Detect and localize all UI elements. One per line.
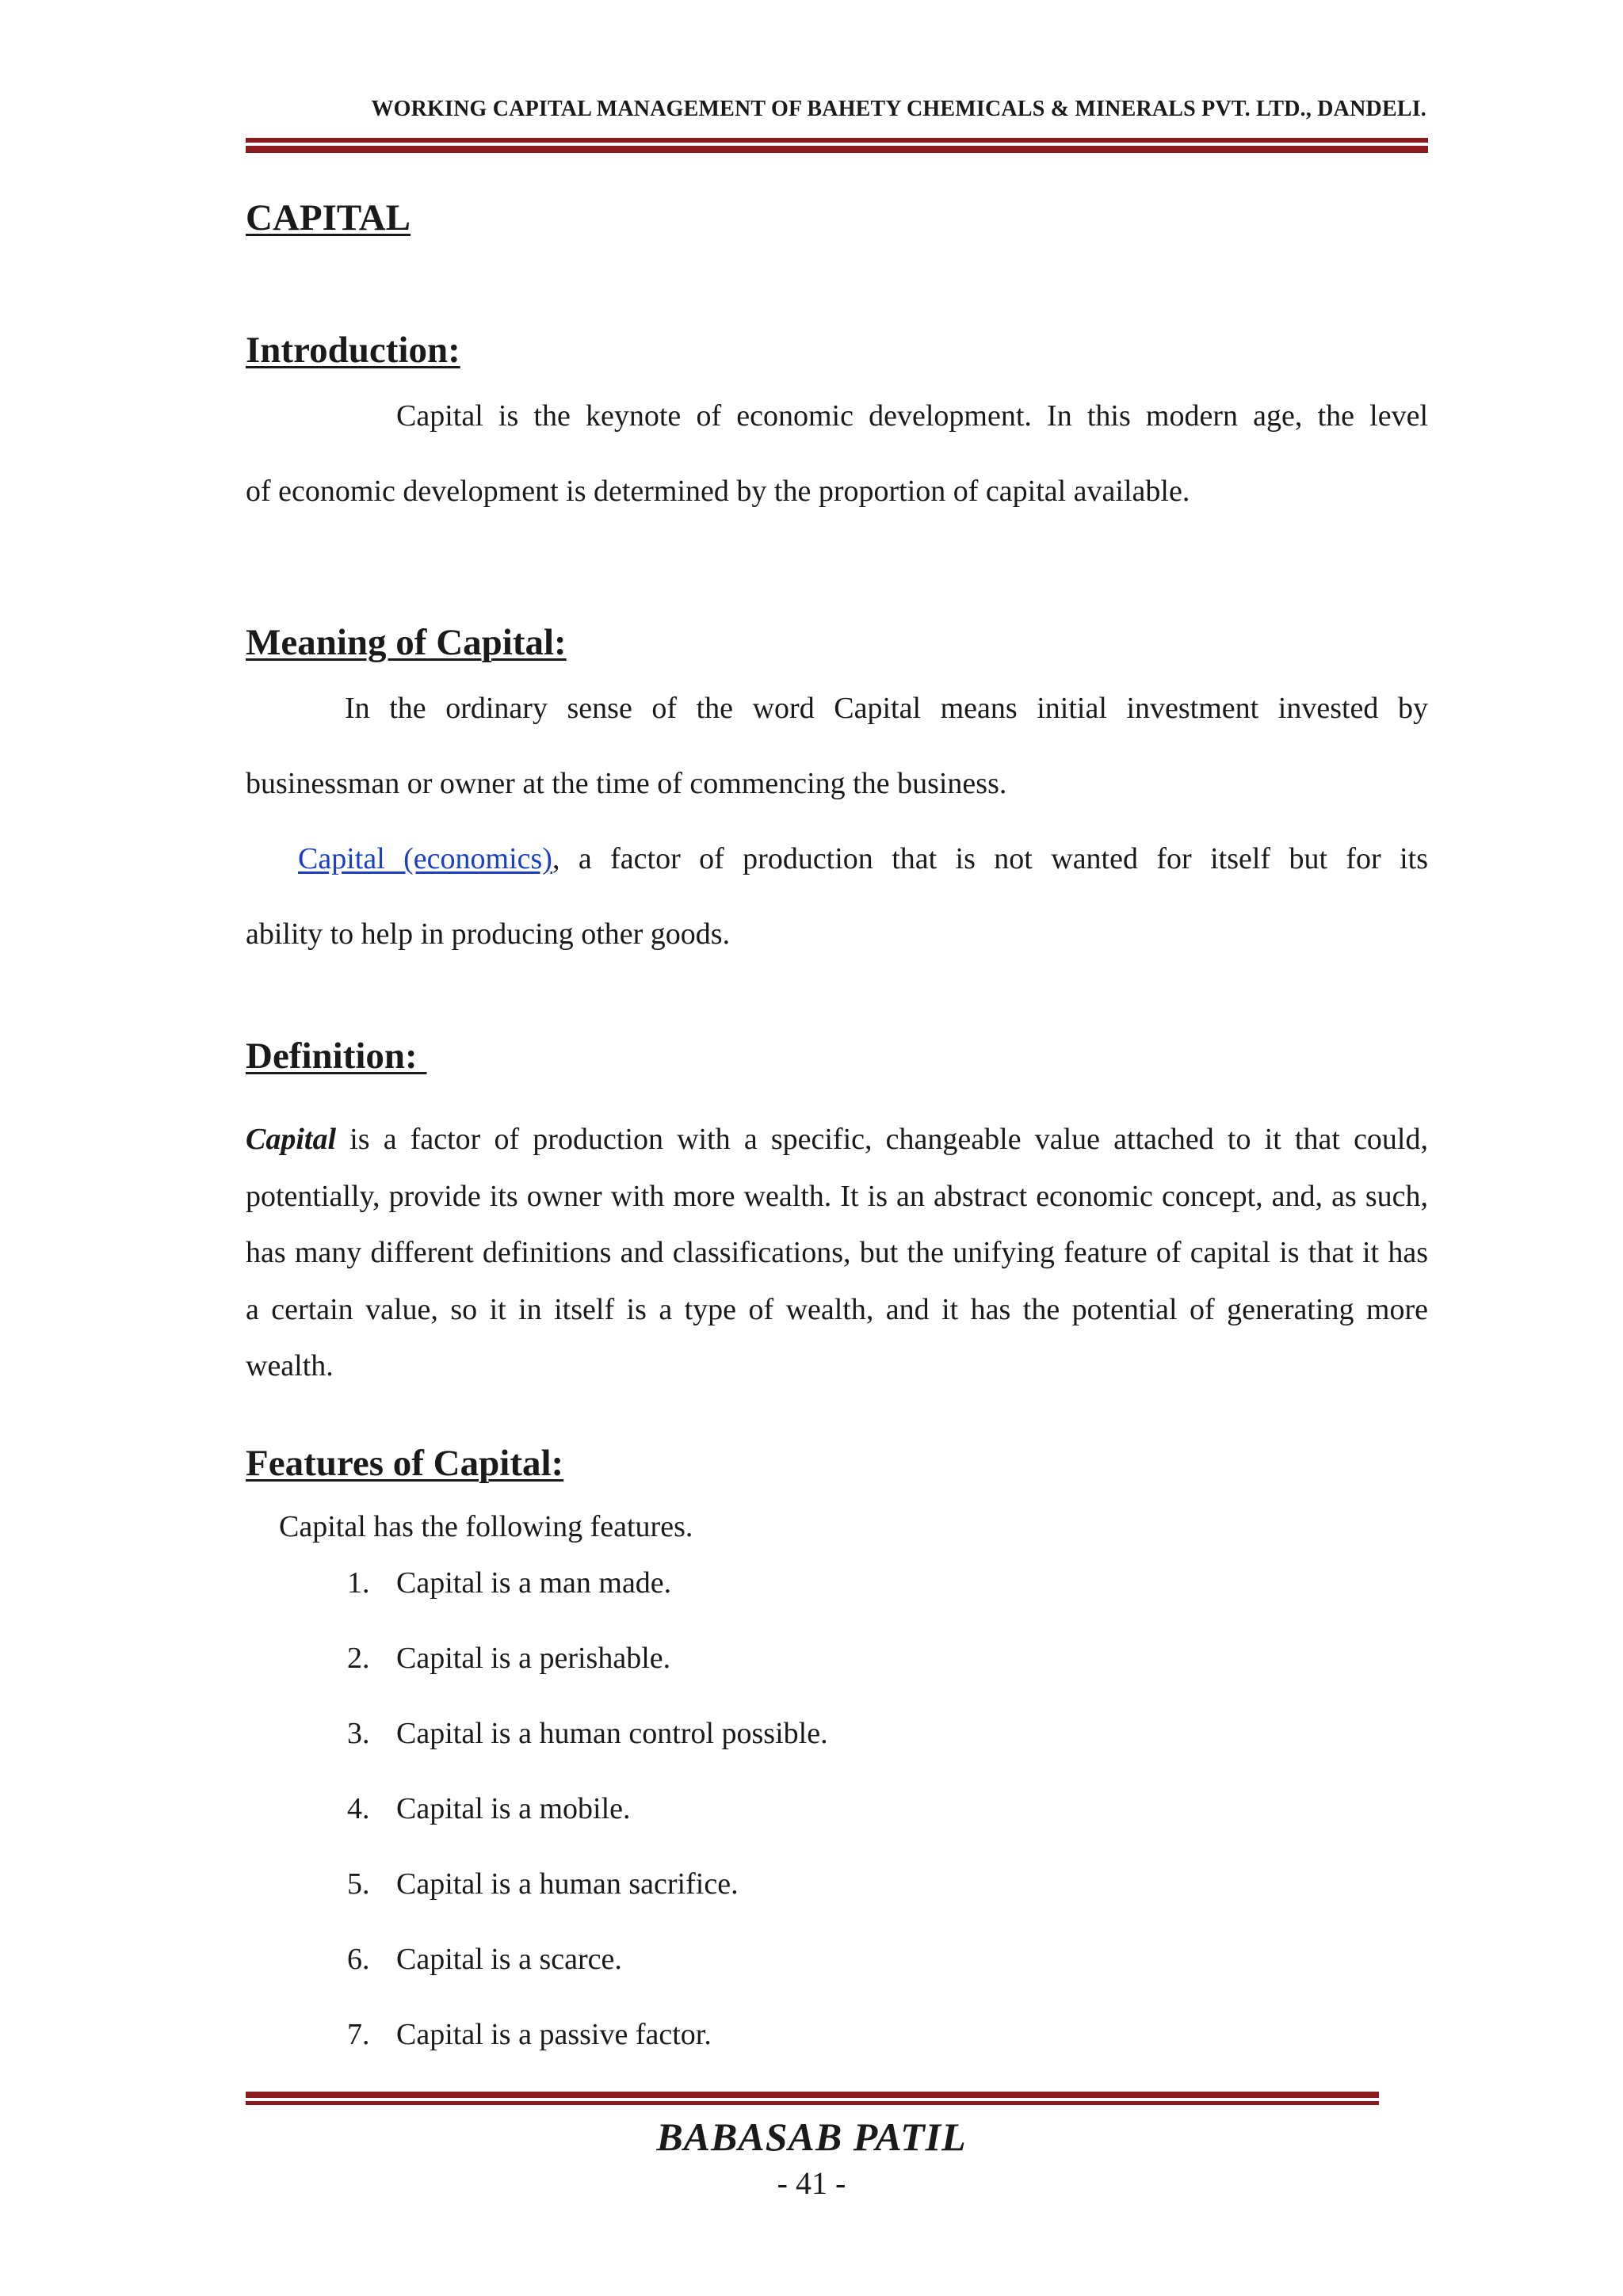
capital-economics-link[interactable]: Capital (economics) bbox=[298, 842, 552, 875]
page-title: CAPITAL bbox=[246, 197, 411, 238]
features-heading: Features of Capital: bbox=[246, 1443, 564, 1484]
definition-text: is a factor of production with a specific, changeable value attached to it that could, potentially, provide its owner with more wealth. It is an abstract economic concept, and, as such, has many different definitions and classifications, but the unifying feature of capital is that it has a certain value, so it in itself is a type of wealth, and it has the potential of generating more wealth. bbox=[246, 1123, 1428, 1383]
list-item-number: 7. bbox=[347, 2018, 370, 2051]
running-header: WORKING CAPITAL MANAGEMENT OF BAHETY CHEMICALS & MINERALS PVT. LTD., DANDELI. bbox=[371, 97, 1426, 121]
list-item-number: 3. bbox=[347, 1717, 370, 1750]
meaning-line-2: businessman or owner at the time of commencing the business. bbox=[246, 767, 1007, 800]
list-item-text: Capital is a mobile. bbox=[396, 1792, 631, 1825]
definition-heading: Definition: bbox=[246, 1035, 427, 1077]
meaning-line-3 bbox=[246, 822, 1428, 897]
list-item-text: Capital is a passive factor. bbox=[396, 2018, 712, 2051]
footer-rule-thin bbox=[246, 2101, 1379, 2105]
features-lead: Capital has the following features. bbox=[279, 1510, 693, 1543]
list-item-number: 6. bbox=[347, 1943, 370, 1976]
footer-author: BABASAB PATIL bbox=[656, 2115, 967, 2159]
meaning-line-1: In the ordinary sense of the word Capital means initial investment invested by bbox=[345, 692, 1428, 725]
list-item-number: 1. bbox=[347, 1566, 370, 1600]
footer-rule-thick bbox=[246, 2092, 1379, 2098]
list-item-text: Capital is a human control possible. bbox=[396, 1717, 828, 1750]
list-item-text: Capital is a scarce. bbox=[396, 1943, 622, 1976]
meaning-line-3-text: , a factor of production that is not wanted for itself but for its bbox=[552, 842, 1429, 875]
list-item-number: 4. bbox=[347, 1792, 370, 1825]
introduction-heading: Introduction: bbox=[246, 330, 460, 371]
list-item-text: Capital is a human sacrifice. bbox=[396, 1867, 739, 1901]
header-rule-thin bbox=[246, 138, 1428, 143]
definition-term: Capital bbox=[246, 1123, 337, 1156]
meaning-heading: Meaning of Capital: bbox=[246, 622, 567, 663]
list-item-number: 2. bbox=[347, 1642, 370, 1675]
meaning-line-4: ability to help in producing other goods. bbox=[246, 917, 731, 951]
list-item-text: Capital is a man made. bbox=[396, 1566, 672, 1600]
introduction-paragraph bbox=[246, 379, 1428, 529]
list-item-text: Capital is a perishable. bbox=[396, 1642, 671, 1675]
meaning-paragraph bbox=[246, 671, 1428, 972]
introduction-line-2: of economic development is determined by the proportion of capital available. bbox=[246, 475, 1190, 508]
definition-paragraph bbox=[246, 1112, 1428, 1395]
page-number: - 41 - bbox=[777, 2165, 846, 2201]
list-item-number: 5. bbox=[347, 1867, 370, 1901]
introduction-line-1: Capital is the keynote of economic development. In this modern age, the level bbox=[396, 399, 1428, 433]
header-rule-thick bbox=[246, 146, 1428, 153]
